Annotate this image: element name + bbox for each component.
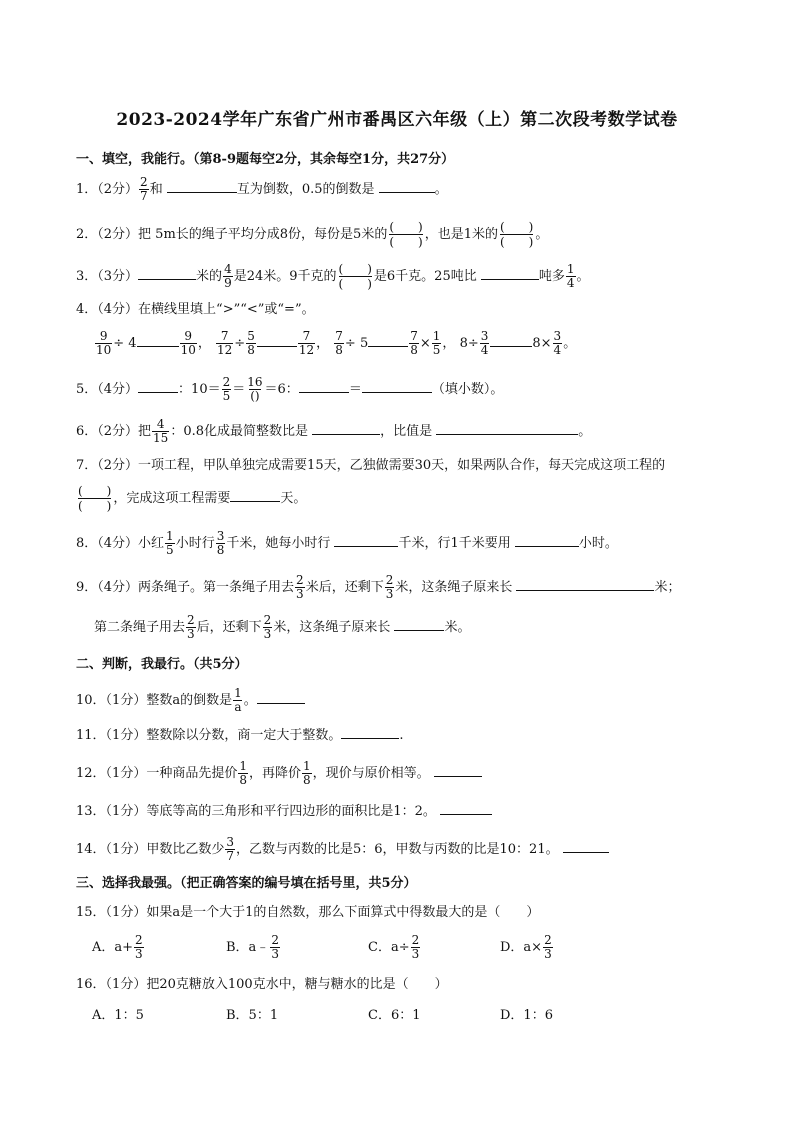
q16-option-d[interactable]: D．1：6 — [500, 1008, 553, 1023]
q1-end: 。 — [434, 182, 448, 197]
q10-fraction: $\frac{1}{a}$ — [234, 686, 242, 714]
q4-blank-2[interactable] — [257, 332, 297, 347]
q3-text: 米的 — [196, 269, 223, 284]
question-12: 12．（1分）一种商品先提价 $\frac{1}{8}$ ，再降价 $\frac{1}{8}$ ，现价与原价相等。 — [76, 760, 482, 787]
q1-text: 和 — [149, 182, 167, 197]
q6-fraction: $\frac{4}{15}$ — [153, 417, 169, 445]
q2-end: 。 — [535, 227, 549, 242]
q9-fraction-2: $\frac{2}{3}$ — [385, 573, 394, 601]
q4-e2-frac: $\frac{7}{12}$ — [217, 329, 233, 357]
q9-fraction-3: $\frac{2}{3}$ — [187, 613, 195, 641]
q16-option-c[interactable]: C．6：1 — [368, 1008, 421, 1023]
q4-blank-4[interactable] — [490, 332, 532, 347]
q4-e1-frac-2: $\frac{9}{10}$ — [180, 329, 196, 357]
q9-blank-2[interactable] — [394, 616, 444, 631]
q4-e4-frac-b: $\frac{3}{4}$ — [553, 329, 562, 357]
q1-blank-1[interactable] — [167, 178, 237, 193]
q16-option-b[interactable]: B．5：1 — [226, 1008, 279, 1023]
question-3 — [76, 262, 590, 291]
q15-option-c[interactable]: C．a÷ $\frac{2}{3}$ — [368, 933, 420, 961]
q7-blank[interactable] — [230, 487, 280, 502]
q5-blank-3[interactable] — [362, 378, 432, 393]
q3-text-3: 是6千克。25吨比 — [373, 269, 481, 284]
question-13: 13．（1分）等底等高的三角形和平行四边形的面积比是1：2。 — [76, 800, 492, 822]
q2-paren-fraction-1[interactable]: ( ) ( ) — [389, 220, 423, 249]
q3-fraction-2: $\frac{1}{4}$ — [566, 262, 575, 290]
q4-e4-frac: $\frac{3}{4}$ — [480, 329, 489, 357]
q8-fraction-1: $\frac{1}{5}$ — [166, 529, 174, 557]
q3-paren-fraction[interactable]: ( ) ( ) — [338, 262, 372, 291]
section-heading-1: 一、填空，我能行。（第8-9题每空2分，其余每空1分，共27分） — [76, 152, 455, 167]
q1-number: 1．（2分） — [76, 182, 139, 197]
q15-option-a[interactable]: A．a+ $\frac{2}{3}$ — [92, 933, 143, 961]
question-2 — [76, 220, 548, 249]
q14-blank[interactable] — [563, 838, 609, 853]
q9-fraction-4: $\frac{2}{3}$ — [263, 613, 272, 641]
q12-fraction-1: $\frac{1}{8}$ — [239, 759, 247, 787]
question-11: 11．（1分）整数除以分数，商一定大于整数。 . — [76, 724, 403, 746]
section-heading-3: 三、选择我最强。（把正确答案的编号填在括号里，共5分） — [76, 876, 417, 891]
q5-blank-2[interactable] — [299, 378, 349, 393]
q12-fraction-2: $\frac{1}{8}$ — [302, 759, 311, 787]
question-8: 8．（4分）小红 $\frac{1}{5}$ 小时行 $\frac{3}{8}$ 千米，她每小时行 千米，行1千米要用 小时。 — [76, 529, 618, 557]
q4-blank-1[interactable] — [137, 332, 179, 347]
q3-text-4: 吨多 — [538, 269, 565, 284]
q2-paren-fraction-2[interactable]: ( ) ( ) — [499, 220, 534, 249]
q1-fraction: $\frac{2}{7}$ — [140, 175, 148, 203]
q4-e1-frac: $\frac{9}{10}$ — [96, 329, 112, 357]
q2-text-2: ，也是1米的 — [424, 227, 498, 242]
q3-number: 3．（3分） — [76, 269, 139, 284]
q1-blank-2[interactable] — [379, 178, 435, 193]
q8-number: 8．（4分）小红 — [76, 536, 165, 551]
q3-text-2: 是24米。9千克的 — [233, 269, 337, 284]
q8-fraction-2: $\frac{3}{8}$ — [216, 529, 225, 557]
question-10: 10．（1分）整数a的倒数是 $\frac{1}{a}$ 。 — [76, 687, 305, 714]
question-6: 6．（2分）把 $\frac{4}{15}$ ：0.8化成最简整数比是 ，比值是 。 — [76, 417, 592, 445]
q3-end: 。 — [576, 269, 590, 284]
q3-fraction-1: $\frac{4}{9}$ — [224, 262, 232, 290]
question-9: 9．（4分）两条绳子。第一条绳子用去 $\frac{2}{3}$ 米后，还剩下 $\frac{2}{3}$ 米，这条绳子原来长 米； — [76, 573, 681, 601]
q4-e3-frac-b: $\frac{7}{8}$ — [410, 329, 418, 357]
q9-number: 9．（4分）两条绳子。第一条绳子用去 — [76, 580, 295, 595]
q9-blank-1[interactable] — [516, 576, 654, 591]
q7-paren-fraction[interactable]: ( ) ( ) — [78, 484, 112, 513]
question-16: 16．（1分）把20克糖放入100克水中，糖与糖水的比是（ ） — [76, 977, 448, 992]
q14-fraction: $\frac{3}{7}$ — [226, 835, 234, 863]
q4-e2-frac-b: $\frac{5}{8}$ — [247, 329, 255, 357]
question-5: 5．（4分） ：10＝ $\frac{2}{5}$ ＝ 16 () ＝6： ＝ （填小数）。 — [76, 375, 504, 403]
q6-number: 6．（2分）把 — [76, 424, 152, 439]
question-1 — [76, 176, 448, 203]
question-4-expressions: $\frac{9}{10}$ ÷ 4 $\frac{9}{10}$ ， $\frac{7}{12}$ ÷ $\frac{5}{8}$ $\frac{7}{12}$ ， $\frac{7}{8}$ ÷ 5 $\frac{7}{8}$ × $\frac{1}{5}$ ， 8÷ $\frac{3}{4}$ 8× $\frac{3}{4}$ 。 — [96, 329, 577, 357]
q13-blank[interactable] — [440, 800, 492, 815]
question-4: 4．（4分）在横线里填上“>”“<”或“=”。 — [76, 302, 315, 317]
q4-blank-3[interactable] — [368, 332, 408, 347]
q5-blank-1[interactable] — [138, 378, 178, 393]
q4-e2-frac-c: $\frac{7}{12}$ — [298, 329, 315, 357]
question-14: 14．（1分）甲数比乙数少 $\frac{3}{7}$ ，乙数与丙数的比是5：6，甲数与丙数的比是10：21。 — [76, 836, 609, 863]
question-7: 7．（2分）一项工程，甲队单独完成需要15天，乙独做需要30天，如果两队合作，每天完成这项工程的 — [76, 458, 666, 473]
q5-number: 5．（4分） — [76, 382, 139, 397]
section-heading-2: 二、判断，我最行。（共5分） — [76, 657, 248, 672]
q5-note: （填小数）。 — [431, 382, 504, 397]
q3-blank-1[interactable] — [138, 265, 196, 280]
q5-fraction-2[interactable]: 16 () — [247, 375, 263, 403]
q8-blank-2[interactable] — [515, 532, 579, 547]
q16-option-a[interactable]: A．1：5 — [92, 1008, 144, 1023]
page-title: 2023-2024学年广东省广州市番禺区六年级（上）第二次段考数学试卷 — [116, 110, 678, 130]
question-15: 15．（1分）如果a是一个大于1的自然数，那么下面算式中得数最大的是（ ） — [76, 905, 540, 920]
q3-blank-2[interactable] — [481, 265, 539, 280]
q4-e1-op: ÷ 4 — [113, 336, 137, 351]
q12-blank[interactable] — [434, 762, 482, 777]
q10-blank[interactable] — [257, 689, 305, 704]
q15-option-d[interactable]: D．a× $\frac{2}{3}$ — [500, 933, 552, 961]
q11-blank[interactable] — [341, 724, 399, 739]
q2-text: 2．（2分）把 5m长的绳子平均分成8份，每份是5米的 — [76, 227, 388, 242]
question-9-cont: 第二条绳子用去 $\frac{2}{3}$ 后，还剩下 $\frac{2}{3}$ 米，这条绳子原来长 米。 — [94, 613, 471, 641]
q15-option-b[interactable]: B．a﹣ $\frac{2}{3}$ — [226, 933, 279, 961]
q5-fraction-1: $\frac{2}{5}$ — [222, 375, 231, 403]
q9-fraction-1: $\frac{2}{3}$ — [296, 573, 304, 601]
q6-blank-2[interactable] — [436, 420, 578, 435]
q6-blank-1[interactable] — [312, 420, 380, 435]
question-7-cont: ( ) ( ) ，完成这项工程需要 天。 — [78, 484, 307, 513]
q4-e3-frac-c: $\frac{1}{5}$ — [432, 329, 441, 357]
q10-number: 10．（1分）整数a的倒数是 — [76, 693, 233, 708]
q4-e3-frac: $\frac{7}{8}$ — [335, 329, 343, 357]
q8-blank-1[interactable] — [334, 532, 398, 547]
q1-text-2: 互为倒数，0.5的倒数是 — [236, 182, 379, 197]
